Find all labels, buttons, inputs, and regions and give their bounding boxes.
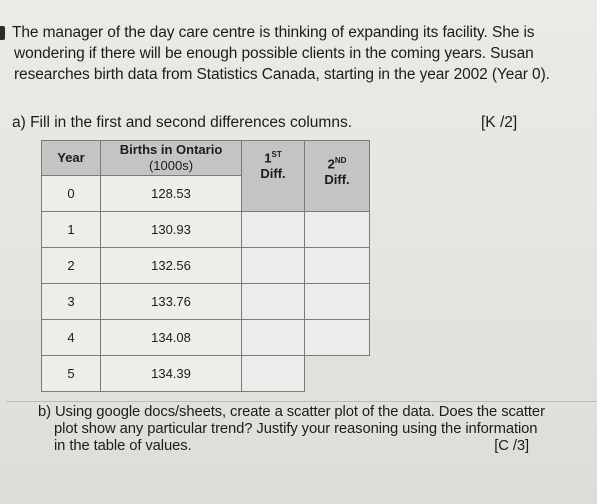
header-second-word: Diff.	[324, 172, 350, 188]
empty-cell	[305, 356, 370, 392]
births-table	[41, 140, 370, 392]
question-a-prompt: a) Fill in the first and second differences columns.	[12, 114, 353, 131]
second-diff-input-cell[interactable]	[305, 248, 370, 284]
header-births	[101, 141, 242, 176]
question-b-line-3: in the table of values.	[54, 438, 192, 454]
intro-line-3: researches birth data from Statistics Canada, starting in the year 2002 (Year 0).	[14, 66, 550, 83]
year-cell: 4	[42, 320, 101, 356]
table-row	[42, 320, 370, 356]
header-births-line2: (1000s)	[148, 158, 194, 173]
intro-paragraph	[12, 22, 587, 85]
first-diff-input-cell[interactable]	[242, 248, 305, 284]
question-b	[38, 404, 573, 455]
page-edge-mark	[0, 26, 5, 40]
intro-line-2: wondering if there will be enough possible clients in the coming years. Susan	[14, 45, 534, 62]
second-diff-input-cell[interactable]	[305, 320, 370, 356]
question-b-line-1: b) Using google docs/sheets, create a scatter plot of the data. Does the scatter	[38, 404, 545, 420]
first-diff-input-cell[interactable]	[242, 320, 305, 356]
header-first-sup: ST	[271, 150, 282, 159]
year-cell: 3	[42, 284, 101, 320]
first-diff-input-cell[interactable]	[242, 284, 305, 320]
births-cell: 130.93	[101, 212, 242, 248]
header-second-num: 2	[327, 156, 335, 172]
table-row	[42, 284, 370, 320]
births-cell: 134.08	[101, 320, 242, 356]
births-cell: 133.76	[101, 284, 242, 320]
section-divider	[6, 401, 597, 402]
year-cell: 0	[42, 176, 101, 212]
second-diff-input-cell[interactable]	[305, 284, 370, 320]
intro-line-1: The manager of the day care centre is thinking of expanding its facility. She is	[12, 24, 535, 41]
year-cell: 5	[42, 356, 101, 392]
first-diff-input-cell[interactable]	[242, 212, 305, 248]
question-a-mark: [K /2]	[481, 114, 518, 131]
header-first-num: 1	[264, 150, 272, 166]
second-diff-input-cell[interactable]	[305, 212, 370, 248]
question-b-line-2: plot show any particular trend? Justify your reasoning using the information	[54, 421, 538, 437]
table-row	[42, 212, 370, 248]
header-second-sup: ND	[334, 156, 347, 165]
header-first-diff	[242, 141, 305, 212]
header-first-word: Diff.	[260, 166, 286, 182]
year-cell: 2	[42, 248, 101, 284]
table-header-row	[42, 141, 370, 176]
births-cell: 128.53	[101, 176, 242, 212]
table-row	[42, 356, 370, 392]
births-cell: 134.39	[101, 356, 242, 392]
header-second-diff	[305, 141, 370, 212]
year-cell: 1	[42, 212, 101, 248]
header-births-line1: Births in Ontario	[119, 142, 223, 157]
births-cell: 132.56	[101, 248, 242, 284]
table-row	[42, 248, 370, 284]
header-year: Year	[42, 141, 101, 176]
question-b-mark: [C /3]	[494, 438, 529, 454]
first-diff-input-cell[interactable]	[242, 356, 305, 392]
